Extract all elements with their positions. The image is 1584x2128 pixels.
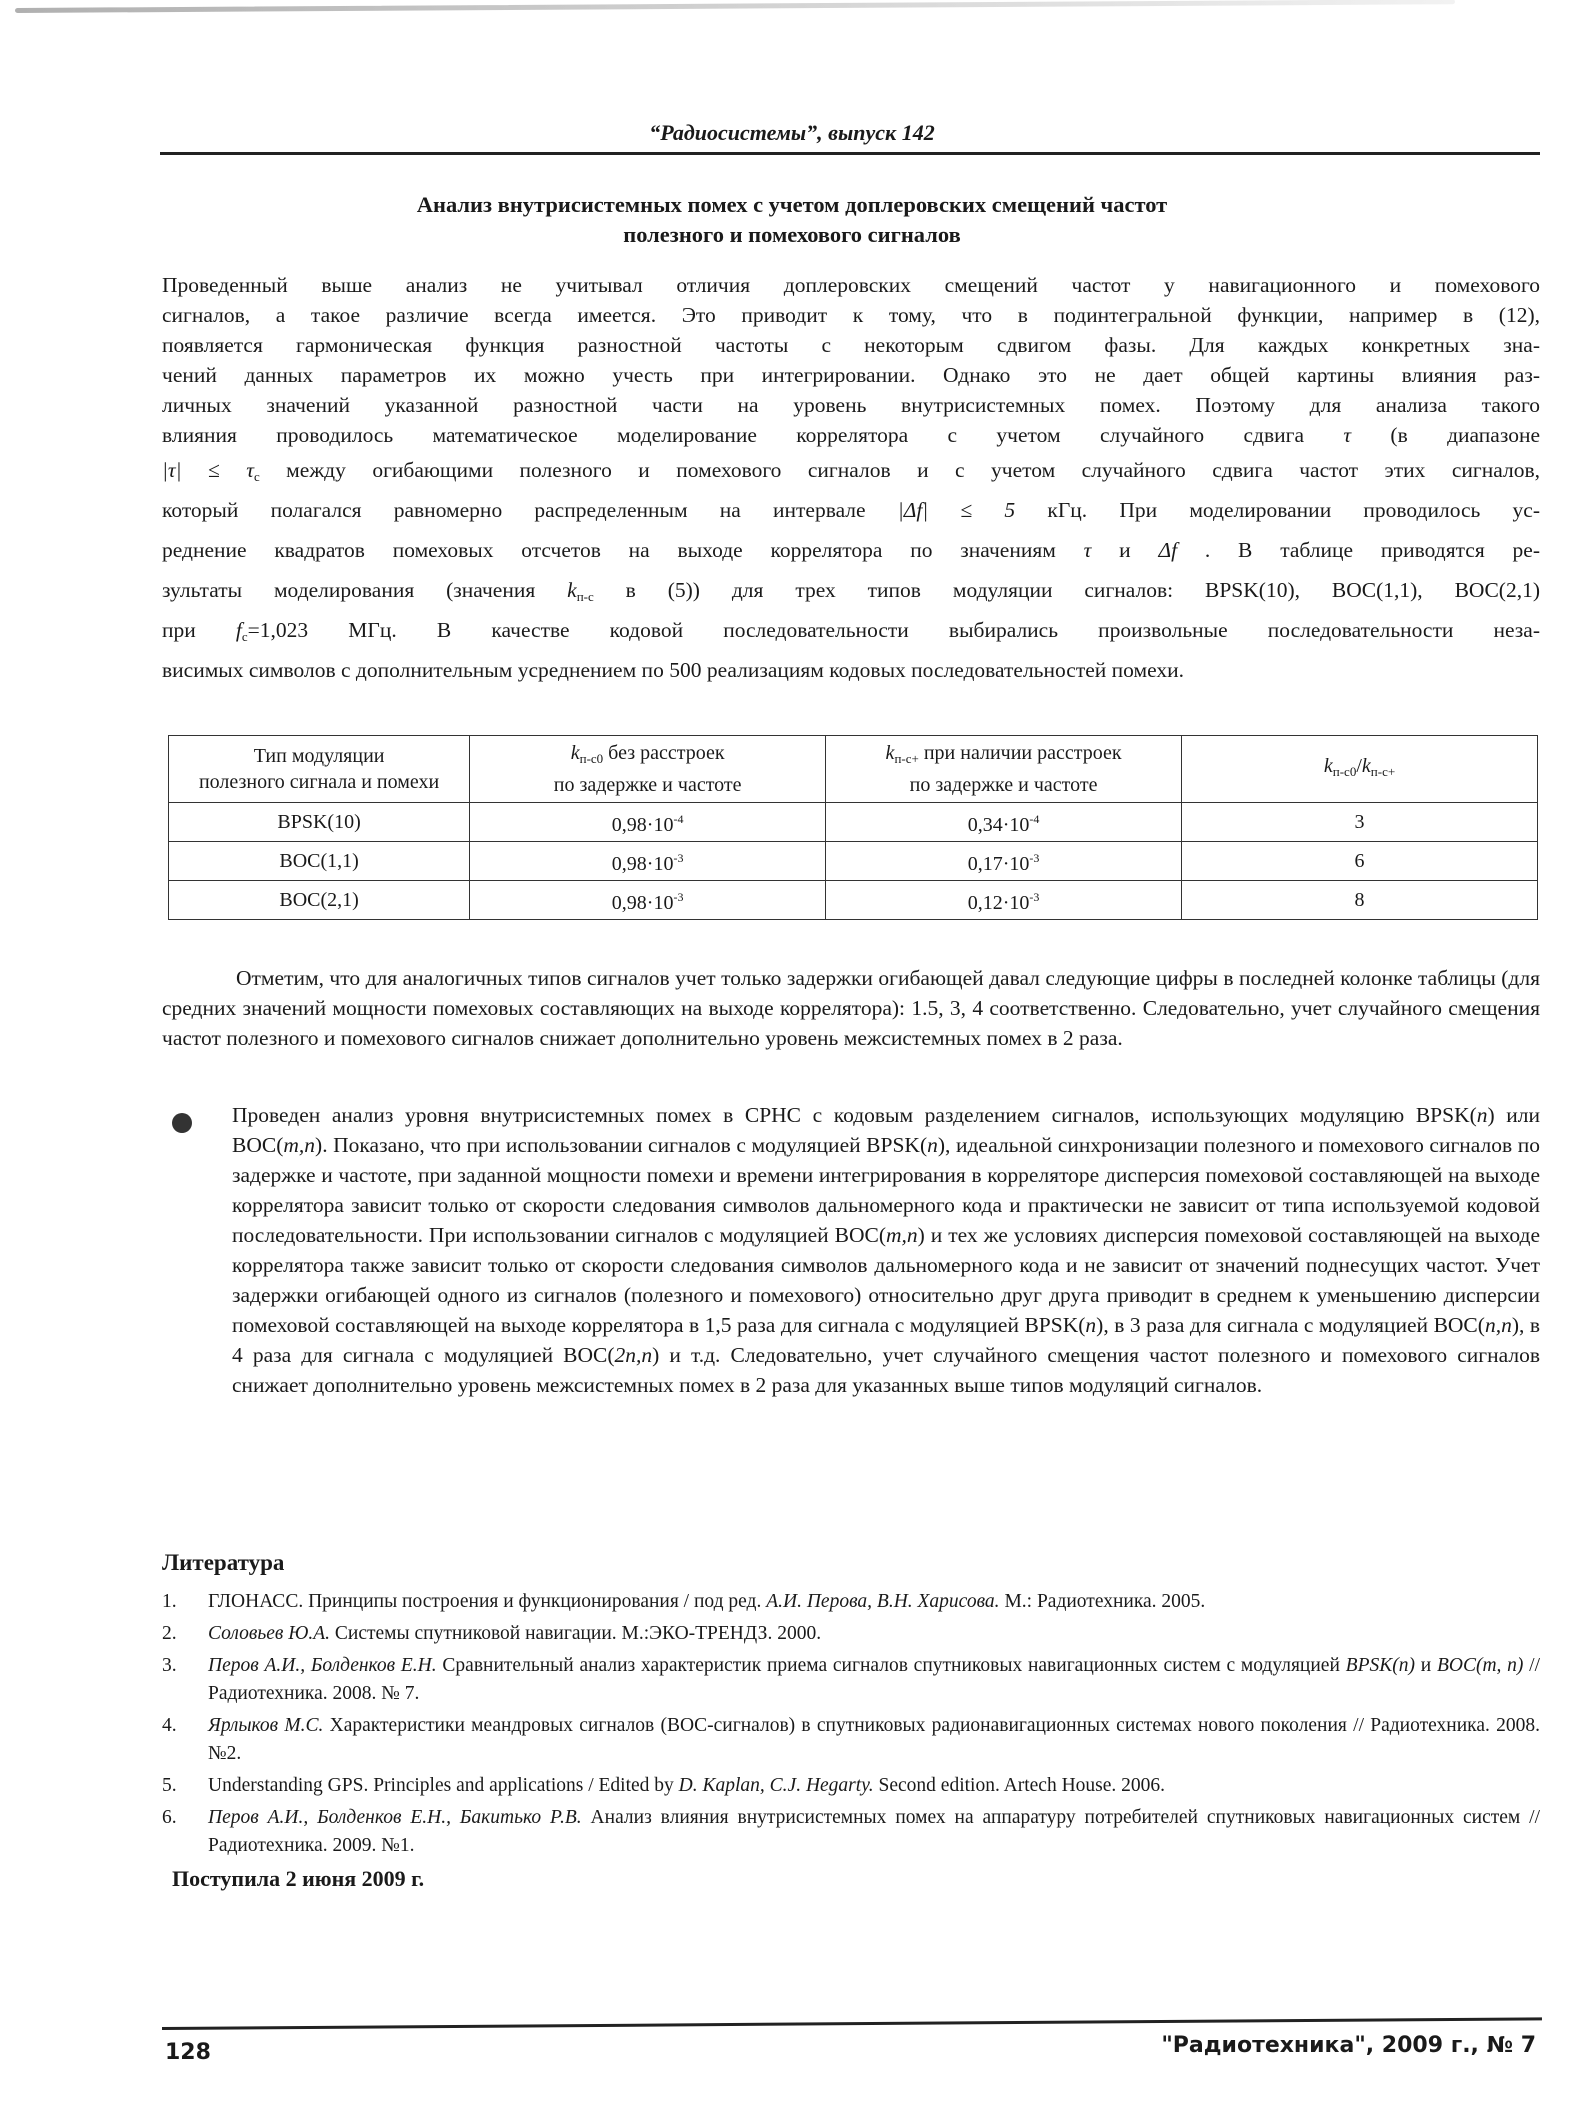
header-text: Тип модуляции — [253, 745, 385, 767]
ref-text: Understanding GPS. Principles and applications / Edited by — [208, 1775, 679, 1796]
references-list — [162, 1588, 1540, 1864]
text-line — [162, 450, 1540, 490]
param: n — [1085, 1313, 1097, 1337]
formula-delta-f: |Δf| ≤ 5 — [897, 498, 1016, 522]
text: (в диапазоне — [1351, 423, 1540, 447]
mantissa: 0,34·10 — [967, 814, 1030, 836]
ref-authors: Ярлыков М.С. — [208, 1715, 324, 1736]
header-kplus — [826, 736, 1182, 803]
cell-modulation: BPSK(10) — [169, 803, 470, 842]
reference-item — [162, 1712, 1540, 1768]
paragraph-note: Отметим, что для аналогичных типов сигналов учет только задержки огибающей давал следующие цифры в последней колонке таблицы (для средних значений мощности помеховых составляющих на выходе коррелятора): 1.5, 3, 4 соответственно. Следовательно, учет случайного смещения частот полезного и помехового сигналов снижает дополнительно уровень межсистемных помех в 2 раза. — [162, 966, 1540, 1050]
param: m,n — [283, 1133, 316, 1157]
text-line — [162, 570, 1540, 610]
cell-k0 — [470, 803, 826, 842]
header-text: по задержке и частоте — [553, 774, 742, 796]
reference-item — [162, 1588, 1540, 1616]
paragraph-intro — [162, 270, 1540, 690]
mantissa: 0,98·10 — [611, 814, 674, 836]
ref-text: Анализ влияния внутрисистемных помех на аппаратуру потребителей спутниковых навигационных систем // Радиотехника. 2009. №1. — [208, 1807, 1540, 1856]
table-row — [169, 803, 1538, 842]
ref-number: 2. — [162, 1623, 177, 1644]
formula-le: ≤ — [181, 458, 247, 482]
cell-ratio: 3 — [1182, 803, 1538, 842]
text: и — [1091, 538, 1159, 562]
ref-text: Сравнительный анализ характеристик приема сигналов спутниковых навигационных систем с модуляцией — [436, 1655, 1346, 1676]
ref-editors: D. Kaplan, C.J. Hegarty. — [678, 1775, 874, 1796]
ref-number: 4. — [162, 1715, 177, 1736]
k-symbol: k — [1323, 755, 1333, 777]
tau-symbol: τ — [1083, 538, 1092, 562]
text: влияния проводилось математическое моделирование коррелятора с учетом случайного сдвига — [162, 423, 1304, 447]
header-ratio — [1182, 736, 1538, 803]
mantissa: 0,17·10 — [967, 853, 1030, 875]
formula-abs-tau: |τ| — [162, 458, 182, 482]
ref-number: 6. — [162, 1807, 177, 1828]
text: который полагался равномерно распределенным на интервале — [162, 498, 898, 522]
param: n,n — [1484, 1313, 1512, 1337]
text: ), идеальной синхронизации полезного и помехового сигналов по задержке и частоте, при заданной мощности помехи и времени интегрирования в корреляторе дисперсия помеховой составляющей на выходе коррелятора зависит только от скорости следования символов дальномерного кода и практически не зависит от типа используемой кодовой последовательности. При использовании сигналов с модуляцией BOC( — [232, 1133, 1540, 1247]
ref-text: М.: Радиотехника. 2005. — [999, 1591, 1206, 1612]
subscript: c — [253, 469, 260, 484]
exponent: -3 — [1029, 890, 1040, 904]
cell-kplus — [826, 881, 1182, 920]
text-line: личных значений указанной разностной части на уровень внутрисистемных помех. Поэтому для анализа такого — [162, 393, 1540, 417]
ref-text: Характеристики меандровых сигналов (BOC-сигналов) в спутниковых радионавигационных системах нового поколения // Радиотехника. 2008. №2. — [208, 1715, 1540, 1764]
ref-italic: BOC(m, n) — [1436, 1655, 1524, 1676]
param: 2n,n — [614, 1343, 653, 1367]
exponent: -3 — [1029, 851, 1040, 865]
header-rule — [160, 152, 1540, 155]
text-line — [162, 420, 1540, 450]
table-row — [169, 881, 1538, 920]
header-text: при наличии расстроек — [918, 742, 1122, 764]
text-line: сигналов, а такое различие всегда имеется. Это приводит к тому, что в подинтегральной функции, например в (12), — [162, 303, 1540, 327]
references-heading: Литература — [162, 1550, 285, 1575]
header-k0 — [470, 736, 826, 803]
scan-edge-shadow — [15, 0, 1455, 13]
cell-ratio: 6 — [1182, 842, 1538, 881]
text-line — [162, 490, 1540, 530]
text: ) и т.д. Следовательно, учет случайного смещения частот полезного и помехового сигналов снижает дополнительно уровень межсистемных помех в 2 раза для указанных выше типов модуляций сигналов. — [232, 1343, 1540, 1397]
footer-rule — [162, 2017, 1542, 2030]
header-modulation — [169, 736, 470, 803]
running-header: “Радиосистемы”, выпуск 142 — [649, 120, 935, 145]
formula-tau-c: τ — [246, 458, 254, 482]
cell-k0 — [470, 842, 826, 881]
cell-kplus — [826, 803, 1182, 842]
ref-number: 1. — [162, 1591, 177, 1612]
section-title — [0, 190, 1584, 250]
text-line: Проведенный выше анализ не учитывал отличия доплеровских смещений частот у навигационного и помехового — [162, 273, 1540, 297]
exponent: -4 — [673, 812, 684, 826]
header-text: по задержке и частоте — [909, 774, 1098, 796]
header-text: полезного сигнала и помехи — [198, 771, 440, 793]
mantissa: 0,98·10 — [611, 853, 674, 875]
subscript: п-с0 — [579, 751, 604, 766]
ref-authors: Соловьев Ю.А. — [208, 1623, 331, 1644]
text: реднение квадратов помеховых отсчетов на выходе коррелятора по значениям — [162, 538, 1084, 562]
cell-ratio: 8 — [1182, 881, 1538, 920]
ref-text: и — [1414, 1655, 1437, 1676]
section-title-line-1: Анализ внутрисистемных помех с учетом доплеровских смещений частот — [416, 192, 1168, 217]
ref-number: 5. — [162, 1775, 177, 1796]
table-row — [169, 842, 1538, 881]
text: при — [162, 618, 236, 642]
param: n — [1476, 1103, 1488, 1127]
text: кГц. При моделировании проводилось ус- — [1015, 498, 1541, 522]
page-number: 128 — [165, 2040, 211, 2065]
text: Проведен анализ уровня внутрисистемных помех в СРНС с кодовым разделением сигналов, использующих модуляцию BPSK( — [232, 1103, 1477, 1127]
results-table — [168, 735, 1538, 920]
subscript: п-с+ — [894, 751, 919, 766]
k-symbol: k — [1361, 755, 1371, 777]
exponent: -3 — [673, 851, 684, 865]
subscript: c — [241, 629, 248, 644]
ref-text: Системы спутниковой навигации. М.:ЭКО-ТРЕНДЗ. 2000. — [330, 1623, 822, 1644]
header-text: без расстроек — [603, 742, 725, 764]
reference-item — [162, 1804, 1540, 1860]
text: ) и тех же условиях дисперсия помеховой составляющей на выходе коррелятора также зависит только от скорости следования символов дальномерного кода и не зависит от значений поднесущих частот. Учет задержки огибающей одного из сигналов (полезного и помехового) относительно друг друга приводит в среднем к уменьшению дисперсии помеховой составляющей на выходе коррелятора в 1,5 раза для сигнала с модуляцией BPSK( — [232, 1223, 1540, 1337]
text-line: висимых символов с дополнительным усреднением по 500 реализациям кодовых последовательностей помехи. — [162, 658, 1184, 682]
mantissa: 0,98·10 — [611, 892, 674, 914]
text-line: появляется гармоническая функция разностной частоты с некоторым сдвигом фазы. Для каждых конкретных зна- — [162, 333, 1540, 357]
reference-item — [162, 1652, 1540, 1708]
subscript: п-с — [576, 589, 594, 604]
footer-journal: "Радиотехника", 2009 г., № 7 — [1161, 2033, 1536, 2058]
text-line: чений данных параметров их можно учесть при интегрировании. Однако это не дает общей картины влияния раз- — [162, 363, 1540, 387]
reference-item — [162, 1620, 1540, 1648]
bullet-icon — [172, 1113, 192, 1133]
ref-authors: Перов А.И., Болденков Е.Н., Бакитько Р.В. — [208, 1807, 582, 1828]
received-date: Поступила 2 июня 2009 г. — [172, 1866, 425, 1891]
slash: / — [1356, 755, 1362, 777]
cell-modulation: BOC(1,1) — [169, 842, 470, 881]
cell-k0 — [470, 881, 826, 920]
ref-text: ГЛОНАСС. Принципы построения и функционирования / под ред. — [208, 1591, 767, 1612]
exponent: -3 — [673, 890, 684, 904]
ref-editors: А.И. Перова, В.Н. Харисова. — [766, 1591, 1000, 1612]
text: ), в 4 раза для сигнала с модуляцией BOC( — [232, 1313, 1540, 1367]
text-line — [162, 610, 1540, 650]
mantissa: 0,12·10 — [967, 892, 1030, 914]
reference-item — [162, 1772, 1540, 1800]
tau-symbol: τ — [1343, 423, 1352, 447]
ref-italic: BPSK(n) — [1345, 1655, 1415, 1676]
delta-f-symbol: Δf — [1158, 538, 1178, 562]
text: =1,023 МГц. В качестве кодовой последовательности выбирались произвольные последовательности неза- — [247, 618, 1541, 642]
ref-text: // Радиотехника. 2008. № 7. — [208, 1655, 1541, 1704]
text: ), в 3 раза для сигнала с модуляцией BOC( — [1096, 1313, 1485, 1337]
paragraph-conclusion — [232, 1100, 1540, 1400]
cell-kplus — [826, 842, 1182, 881]
k-symbol: k — [570, 742, 580, 764]
text: между огибающими полезного и помехового сигналов и с учетом случайного сдвига частот этих сигналов, — [259, 458, 1540, 482]
text: . В таблице приводятся ре- — [1177, 538, 1540, 562]
section-title-line-2: полезного и помехового сигналов — [623, 222, 961, 247]
cell-modulation: BOC(2,1) — [169, 881, 470, 920]
param: n — [927, 1133, 938, 1157]
ref-number: 3. — [162, 1655, 177, 1676]
text: зультаты моделирования (значения — [162, 578, 568, 602]
param: m,n — [886, 1223, 918, 1247]
text-line — [162, 530, 1540, 570]
subscript: п-с+ — [1370, 764, 1396, 779]
table-header-row — [169, 736, 1538, 803]
text: ). Показано, что при использовании сигналов с модуляцией BPSK( — [315, 1133, 928, 1157]
k-symbol: k — [567, 578, 577, 602]
exponent: -4 — [1029, 812, 1040, 826]
text: ) или BOC( — [232, 1103, 1540, 1157]
ref-text: Second edition. Artech House. 2006. — [873, 1775, 1166, 1796]
ref-authors: Перов А.И., Болденков Е.Н. — [208, 1655, 437, 1676]
k-symbol: k — [885, 742, 895, 764]
subscript: п-с0 — [1332, 764, 1357, 779]
text: в (5)) для трех типов модуляции сигналов: BPSK(10), BOC(1,1), BOC(2,1) — [593, 578, 1540, 602]
f-symbol: f — [235, 618, 242, 642]
